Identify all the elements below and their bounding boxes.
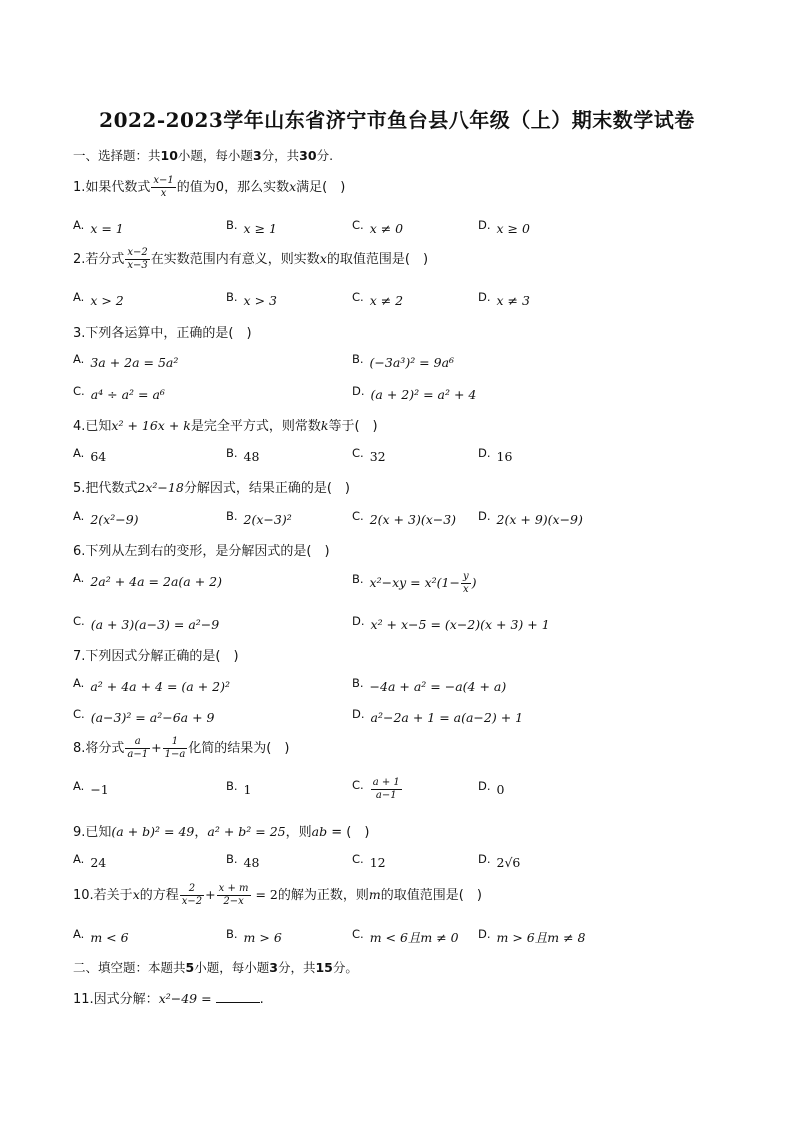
q1-option-d: D. x ≥ 0 [478,218,530,236]
q7-option-c: C. (a−3)² = a²−6a + 9 [73,707,215,725]
q6-option-d: D. x² + x−5 = (x−2)(x + 3) + 1 [352,614,550,632]
question-1: 1.如果代数式 $\frac{x-1}{x}$ 的值为0，那么实数x满足( ) [73,175,346,199]
q10-option-d: D. m > 6且m ≠ 8 [478,927,586,945]
q10-option-a: A. m < 6 [73,927,129,945]
question-10: 10.若关于x的方程 $\frac{2}{x-2}$ + $\frac{x + m}{2-x}$ = 2的解为正数，则m的取值范围是( ) [73,883,482,907]
fraction: $\frac{2}{x-2}$ [181,883,203,907]
fraction: $\frac{a + 1}{a-1}$ [372,777,400,801]
q6-option-c: C. (a + 3)(a−3) = a²−9 [73,614,220,632]
q9-option-c: C. 12 [352,852,386,870]
q6-option-b: B. x²−xy = x²(1− $\frac{y}{x}$ ) [352,571,477,595]
q9-option-d: D. 2√6 [478,852,521,870]
question-5: 5.把代数式2x²−18分解因式，结果正确的是( ) [73,480,350,496]
q3-option-d: D. (a + 2)² = a² + 4 [352,384,477,402]
question-11: 11.因式分解：x²−49 = . [73,991,264,1007]
question-2: 2.若分式 $\frac{x-2}{x-3}$ 在实数范围内有意义，则实数x的取值范围是( ) [73,247,429,271]
q10-option-c: C. m < 6且m ≠ 0 [352,927,459,945]
q4-option-d: D. 16 [478,446,513,464]
q7-option-b: B. −4a + a² = −a(4 + a) [352,676,507,694]
question-4: 4.已知x² + 16x + k是完全平方式，则常数k等于( ) [73,418,378,434]
q5-option-b: B. 2(x−3)² [226,509,292,527]
q5-option-c: C. 2(x + 3)(x−3) [352,509,457,527]
q5-option-d: D. 2(x + 9)(x−9) [478,509,583,527]
q5-option-a: A. 2(x²−9) [73,509,139,527]
fraction: $\frac{a}{a-1}$ [127,736,149,760]
q3-option-c: C. a⁴ ÷ a² = a⁶ [73,384,165,402]
q1-option-c: C. x ≠ 0 [352,218,404,236]
q9-option-a: A. 24 [73,852,107,870]
q3-option-b: B. (−3a³)² = 9a⁶ [352,352,455,370]
fraction: $\frac{x-2}{x-3}$ [127,247,148,271]
q8-option-d: D. 0 [478,779,505,797]
q1-option-a: A. x = 1 [73,218,124,236]
fraction: $\frac{1}{1-a}$ [164,736,186,760]
q2-option-d: D. x ≠ 3 [478,290,530,308]
fraction: $\frac{y}{x}$ [462,571,469,595]
q2-option-a: A. x > 2 [73,290,124,308]
q10-option-b: B. m > 6 [226,927,282,945]
q4-option-a: A. 64 [73,446,107,464]
q2-option-b: B. x > 3 [226,290,277,308]
section-header-fill: 二、填空题：本题共5小题，每小题3分，共15分。 [73,960,358,975]
q8-option-a: A. −1 [73,779,109,797]
answer-blank[interactable] [216,992,260,1003]
q7-option-a: A. a² + 4a + 4 = (a + 2)² [73,676,231,694]
q4-option-b: B. 48 [226,446,260,464]
exam-title: 2022-2023学年山东省济宁市鱼台县八年级（上）期末数学试卷 [99,108,695,132]
question-8: 8.将分式 $\frac{a}{a-1}$ + $\frac{1}{1-a}$ 化简的结果为( ) [73,736,290,760]
q8-option-b: B. 1 [226,779,252,797]
fraction: $\frac{x-1}{x}$ [153,175,174,199]
q8-option-c: C. $\frac{a + 1}{a-1}$ [352,777,400,801]
question-3: 3.下列各运算中，正确的是( ) [73,326,252,341]
q9-option-b: B. 48 [226,852,260,870]
question-6: 6.下列从左到右的变形，是分解因式的是( ) [73,544,330,559]
q6-option-a: A. 2a² + 4a = 2a(a + 2) [73,571,222,589]
question-9: 9.已知(a + b)² = 49，a² + b² = 25，则ab = ( ) [73,824,370,840]
fraction: $\frac{x + m}{2-x}$ [218,883,249,907]
q3-option-a: A. 3a + 2a = 5a² [73,352,179,370]
q7-option-d: D. a²−2a + 1 = a(a−2) + 1 [352,707,524,725]
q2-option-c: C. x ≠ 2 [352,290,404,308]
question-7: 7.下列因式分解正确的是( ) [73,649,239,664]
q1-option-b: B. x ≥ 1 [226,218,277,236]
q4-option-c: C. 32 [352,446,386,464]
section-header-choice: 一、选择题：共10小题，每小题3分，共30分. [73,148,334,163]
